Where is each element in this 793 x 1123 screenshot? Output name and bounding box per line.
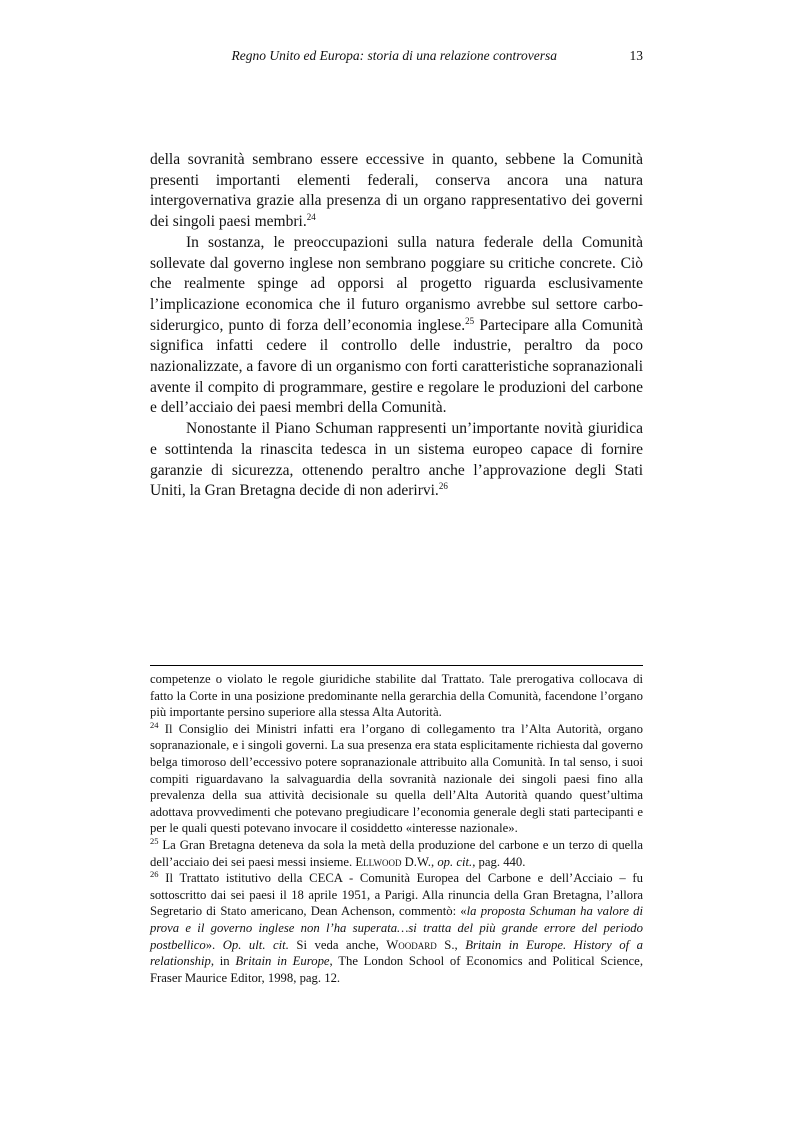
footnote-25-cit: op. cit. (437, 854, 473, 869)
footnote-26-quote: la proposta Schuman ha valore di prova e il governo inglese non l’ha superata…si tratta del più grande errore del periodo postbellico (150, 904, 644, 952)
footnote-26-author: Woodard S. (386, 937, 455, 952)
footnotes (150, 671, 643, 986)
footnote-26-in: , in (210, 954, 236, 969)
footnote-26-text: Il Trattato istitutivo della CECA - Comunità Europea del Carbone e dell’Acciaio – fu sottoscritto dai sei paesi il 18 aprile 1951, a Parigi. Alla rinuncia della Gran Bretagna, l’allora Segretario di Stato americano, Dean Achenson, commentò: « (150, 871, 643, 919)
footnote-24 (150, 721, 643, 837)
footnote-25-number: 25 (150, 835, 159, 846)
paragraph-1 (150, 150, 643, 233)
paragraph-1-text: della sovranità sembrano essere eccessive in quanto, sebbene la Comunità presenti importanti elementi federali, conserva ancora una natura intergovernativa grazie alla presenza di un organo rappresentativo dei governi dei singoli paesi membri. (150, 151, 643, 231)
footnote-26-title: Britain in Europe. History of a relationship (150, 937, 643, 969)
paragraph-2 (150, 233, 643, 419)
footnote-25 (150, 837, 643, 870)
footnote-separator (150, 665, 643, 666)
footnote-26 (150, 870, 643, 986)
running-title: Regno Unito ed Europa: storia di una relazione controversa (231, 48, 557, 63)
paragraph-2-text-a: In sostanza, le preoccupazioni sulla natura federale della Comunità sollevate dal governo inglese non sembrano poggiare su critiche concrete. Ciò che realmente spinge ad opporsi al progetto riguarda esclusivamente l’implicazione economica che il futuro organismo avrebbe sul settore carbo-siderurgico, punto di forza dell’economia inglese. (150, 233, 643, 334)
footnote-25-sep: , (430, 854, 438, 869)
footnote-25-author: Ellwood D.W. (355, 854, 431, 869)
footnote-26-sep: , (454, 937, 466, 952)
footnote-26-book: Britain in Europe (235, 954, 330, 969)
footnote-ref-24: 24 (306, 212, 316, 223)
paragraph-2-text-b: Partecipare alla Comunità significa infatti cedere il controllo delle industrie, peraltro da poco nazionalizzate, a favore di un organismo con forti caratteristiche sopranazionali avente il compito di programmare, gestire e regolare le produzioni del carbone e dell’acciaio dei paesi membri della Comunità. (150, 316, 644, 417)
footnote-25-tail: , pag. 440. (472, 854, 526, 869)
main-text (150, 150, 643, 502)
footnote-26-number: 26 (150, 869, 159, 880)
footnote-26-ref: Op. ult. cit. (222, 937, 289, 952)
paragraph-3-text: Nonostante il Piano Schuman rappresenti un’importante novità giuridica e sottintenda la rinascita tedesca in un sistema europeo capace di fornire garanzie di sicurezza, ottenendo peraltro anche l’approvazione degli Stati Uniti, la Gran Bretagna decide di non aderirvi. (150, 420, 643, 500)
paragraph-3 (150, 419, 643, 502)
page-header (150, 48, 643, 68)
footnote-ref-26: 26 (438, 481, 448, 492)
footnote-26-after-quote: ». (205, 937, 223, 952)
footnote-26-mid: Si veda anche, (288, 937, 387, 952)
footnote-24-number: 24 (150, 719, 159, 730)
footnote-26-tail: , The London School of Economics and Political Science, Fraser Maurice Editor, 1998, pag. 12. (150, 954, 643, 985)
footnote-continuation: competenze o violato le regole giuridiche stabilite dal Trattato. Tale prerogativa collocava di fatto la Corte in una posizione predominante nella gerarchia della Comunità, facendone l’organo più importante persino superiore alla stessa Alta Autorità. (150, 672, 643, 720)
footnote-ref-25: 25 (465, 315, 475, 326)
footnote-25-text: La Gran Bretagna deteneva da sola la metà della produzione del carbone e un terzo di quella dell’acciaio dei sei paesi messi insieme. (150, 837, 643, 869)
page-number: 13 (629, 48, 643, 63)
footnote-24-text: Il Consiglio dei Ministri infatti era l’organo di collegamento tra l’Alta Autorità, organo sopranazionale, e i singoli governi. La sua presenza era stata esplicitamente richiesta dal governo belga timoroso dell’eccessivo potere sopranazionale attribuito alla Comunità. In tal senso, i suoi compiti riguardavano la salvaguardia della sovranità nazionale dei singoli paesi fino alla prevalenza della sua attività decisionale su quella dell’Alta Autorità quando quest’ultima adottava provvedimenti che potevano pregiudicare l’economia generale degli stati partecipanti e per le quali questi potevano invocare il cosiddetto «interesse nazionale». (150, 721, 643, 836)
